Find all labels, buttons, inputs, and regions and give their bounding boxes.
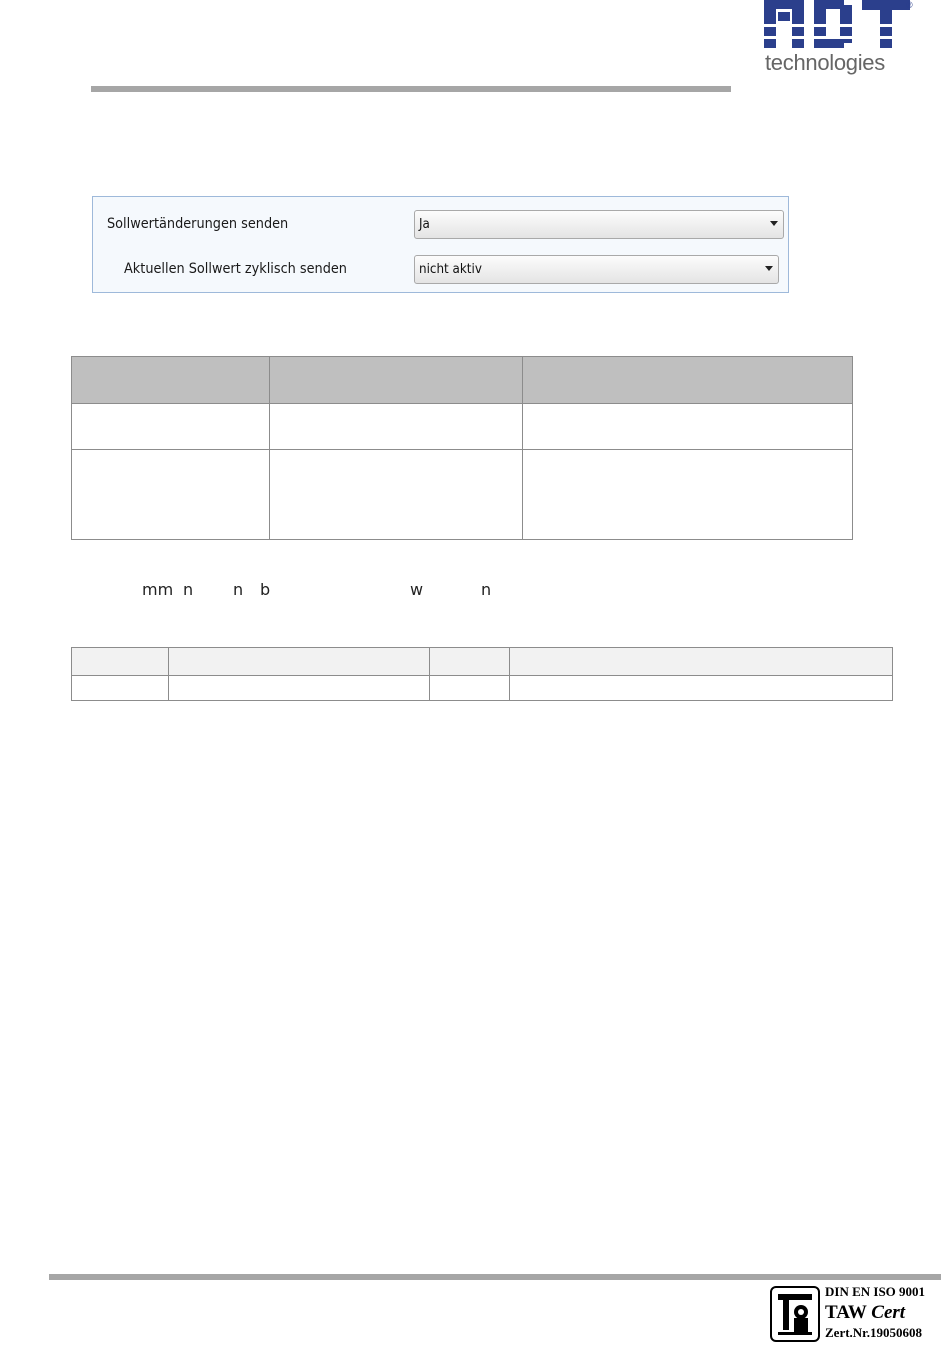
cert-standard: DIN EN ISO 9001 (825, 1284, 926, 1299)
text-fragment: b (260, 580, 271, 599)
chevron-down-icon (770, 221, 778, 226)
taw-cert-symbol (772, 1288, 818, 1340)
table-row (72, 404, 853, 450)
param-label-zyklisch-senden: Aktuellen Sollwert zyklisch senden (124, 261, 347, 277)
header-rule (91, 86, 731, 92)
table-cell (72, 450, 270, 540)
cert-issuer-taw: TAW (825, 1302, 867, 1323)
mdt-logo-mark (764, 0, 912, 48)
table-header-cell (430, 648, 510, 676)
taw-cert-logo-icon (770, 1286, 820, 1342)
table-cell (169, 676, 430, 701)
param-label-sollwertaenderungen: Sollwertänderungen senden (107, 216, 289, 232)
cert-issuer (825, 1302, 905, 1324)
table-header-row (72, 357, 853, 404)
table-cell (523, 404, 853, 450)
text-fragment: n (233, 580, 244, 599)
table-header-cell (510, 648, 893, 676)
footer-rule (49, 1274, 941, 1280)
mdt-logo (764, 0, 916, 78)
table-row (72, 676, 893, 701)
table-header-cell (72, 357, 270, 404)
cert-issuer-cert: Cert (871, 1302, 906, 1323)
select-value: nicht aktiv (419, 262, 482, 277)
select-zyklisch-senden[interactable] (414, 255, 779, 284)
table-cell (270, 404, 523, 450)
table-header-cell (523, 357, 853, 404)
table-cell (510, 676, 893, 701)
text-fragment: n (481, 580, 492, 599)
cert-number: Zert.Nr.19050608 (825, 1325, 923, 1340)
table-cell (523, 450, 853, 540)
text-fragment: n (183, 580, 194, 599)
text-fragment: mm (142, 580, 174, 599)
parameter-panel (92, 196, 789, 293)
select-sollwertaenderungen[interactable] (414, 210, 784, 239)
table-header-cell (169, 648, 430, 676)
table-row (72, 450, 853, 540)
table-cell (270, 450, 523, 540)
object-table (71, 647, 893, 701)
parameter-table (71, 356, 853, 540)
chevron-down-icon (765, 266, 773, 271)
table-header-row (72, 648, 893, 676)
logo-subtitle: technologies (765, 50, 885, 75)
registered-mark: ® (906, 0, 913, 10)
table-cell (72, 404, 270, 450)
text-fragment: w (410, 580, 424, 599)
select-value: Ja (419, 217, 430, 232)
table-cell (430, 676, 510, 701)
certification-badge (770, 1284, 945, 1346)
table-header-cell (72, 648, 169, 676)
table-header-cell (270, 357, 523, 404)
table-cell (72, 676, 169, 701)
